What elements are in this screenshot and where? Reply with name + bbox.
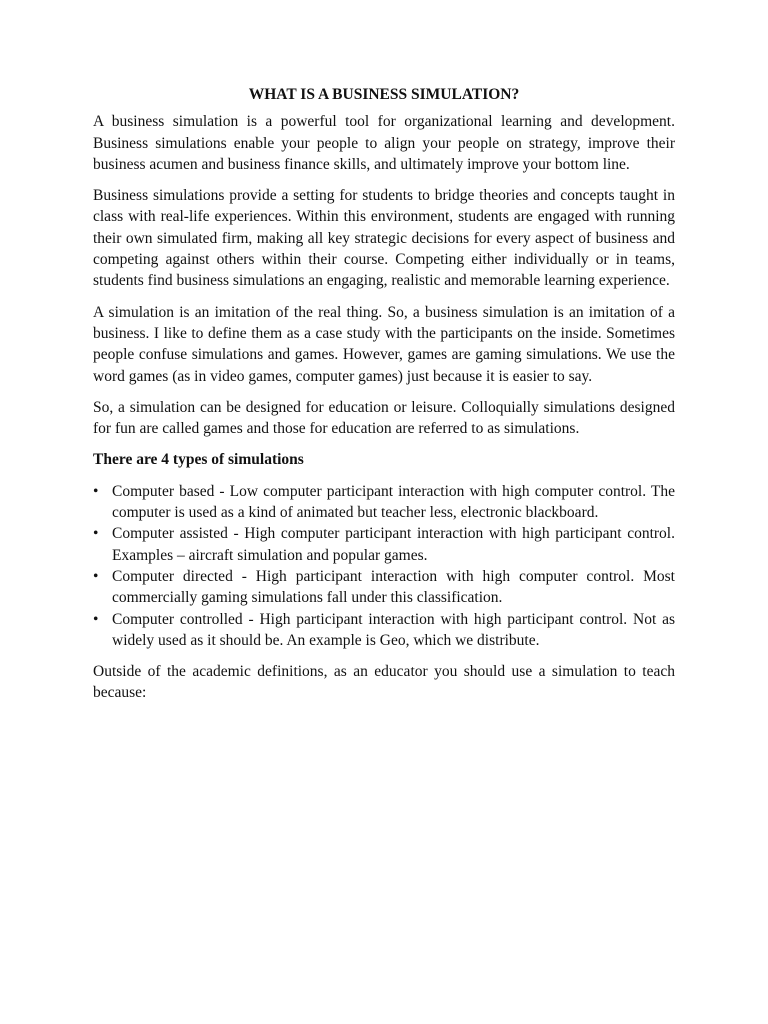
paragraph-closing: Outside of the academic definitions, as an educator you should use a simulation to teach because: <box>93 663 675 702</box>
list-item <box>93 523 675 566</box>
document-page <box>93 84 675 714</box>
list-item <box>93 609 675 652</box>
types-list <box>93 481 675 651</box>
types-heading: There are 4 types of simulations <box>93 451 304 469</box>
bullet-icon: • <box>93 567 99 585</box>
document-title: WHAT IS A BUSINESS SIMULATION? <box>248 86 520 103</box>
bullet-icon: • <box>93 525 99 543</box>
list-item-text: Computer controlled - High participant interaction with high participant control. Not as widely used as it should be. An example is Geo, which we distribute. <box>112 610 675 649</box>
list-item-text: Computer directed - High participant interaction with high computer control. Most commercially gaming simulations fall under this classification. <box>112 567 675 607</box>
list-item <box>93 566 675 609</box>
list-item-text: Computer based - Low computer participant interaction with high computer control. The computer is used as a kind of animated but teacher less, electronic blackboard. <box>112 482 675 522</box>
paragraph-intro: A business simulation is a powerful tool for organizational learning and development. Business simulations enable your people to align your people on strategy, improve their business acumen and business finance skills, and ultimately improve your bottom line. <box>93 113 675 173</box>
paragraph-imitation: A simulation is an imitation of the real thing. So, a business simulation is an imitation of a business. I like to define them as a case study with the participants on the inside. Sometimes people confuse simulations and games. However, games are gaming simulations. We use the word games (as in video games, computer games) just because it is easier to say. <box>93 303 675 385</box>
list-item-text: Computer assisted - High computer participant interaction with high participant control. Examples – aircraft simulation and popular games. <box>112 525 675 564</box>
bullet-icon: • <box>93 610 99 628</box>
paragraph-education-leisure: So, a simulation can be designed for education or leisure. Colloquially simulations designed for fun are called games and those for education are referred to as simulations. <box>93 398 675 438</box>
bullet-icon: • <box>93 482 99 500</box>
paragraph-students: Business simulations provide a setting for students to bridge theories and concepts taught in class with real-life experiences. Within this environment, students are engaged with running their own simulated firm, making all key strategic decisions for every aspect of business and competing against others within their course. Competing either individually or in teams, students find business simulations an engaging, realistic and memorable learning experience. <box>93 187 675 290</box>
list-item <box>93 481 675 524</box>
